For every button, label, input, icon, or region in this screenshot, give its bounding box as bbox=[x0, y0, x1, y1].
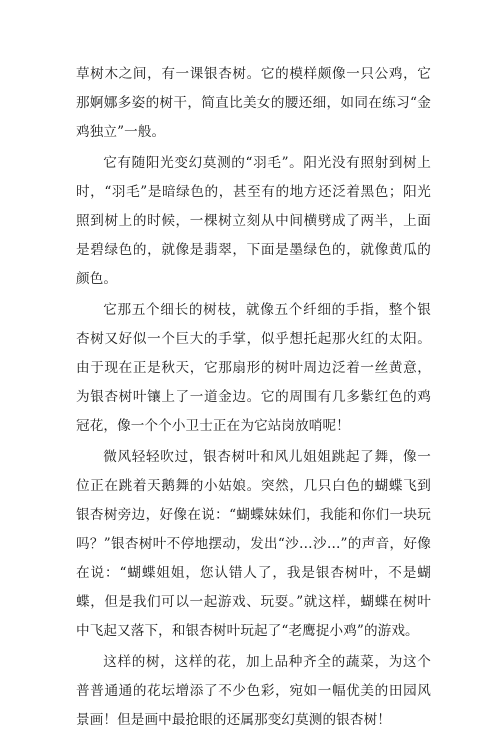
paragraph-2: 它有随阳光变幻莫测的“羽毛”。阳光没有照射到树上时，“羽毛”是暗绿色的，甚至有的地方还泛着黑色；阳光照到树上的时候，一棵树立刻从中间横劈成了两半，上面是碧绿色的，就像是翡翠，下面是墨绿色的，就像黄瓜的颜色。 bbox=[76, 155, 431, 287]
paragraph-5: 这样的树，这样的花，加上品种齐全的蔬菜，为这个普普通通的花坛增添了不少色彩，宛如一幅优美的田园风景画！但是画中最抢眼的还属那变幻莫测的银杏树！ bbox=[76, 654, 431, 728]
paragraph-4: 微风轻轻吹过，银杏树叶和风儿姐姐跳起了舞，像一位正在跳着天鹅舞的小姑娘。突然，几只白色的蝴蝶飞到银杏树旁边，好像在说：“蝴蝶妹妹们，我能和你们一块玩吗？”银杏树叶不停地摆动，发出“沙…沙…”的声音，好像在说：“蝴蝶姐姐，您认错人了，我是银杏树叶，不是蝴蝶，但是我们可以一起游戏、玩耍。”就这样，蝴蝶在树叶中飞起又落下，和银杏树叶玩起了“老鹰捉小鸡”的游戏。 bbox=[76, 449, 431, 639]
paragraph-3: 它那五个细长的树枝，就像五个纤细的手指，整个银杏树又好似一个巨大的手掌，似乎想托起那火红的太阳。由于现在正是秋天，它那扇形的树叶周边泛着一丝黄意，为银杏树叶镶上了一道金边。它的周围有几多紫红色的鸡冠花，像一个个小卫士正在为它站岗放哨呢！ bbox=[76, 302, 431, 434]
paragraph-1: 草树木之间，有一课银杏树。它的模样颇像一只公鸡，它那婀娜多姿的树干，简直比美女的腰还细，如同在练习“金鸡独立”一般。 bbox=[76, 66, 431, 140]
document-page bbox=[76, 60, 431, 737]
